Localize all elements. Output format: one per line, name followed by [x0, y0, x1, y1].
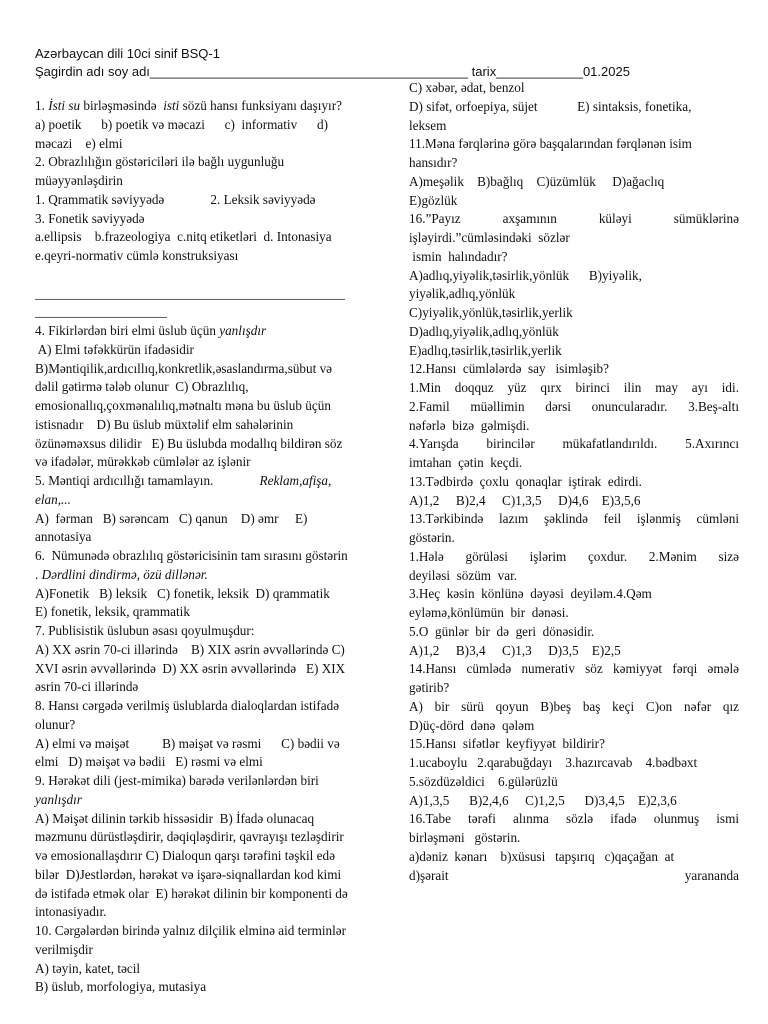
- text: dəlil gətirmə tələb olunur C) Obrazlılıq,: [35, 379, 249, 395]
- text: 5.sözdüzəldici 6.gülərüzlü: [409, 773, 558, 789]
- text-line: [35, 978, 365, 997]
- text-line: [35, 210, 365, 229]
- text: A)1,2 B)3,4 C)1,3 D)3,5 E)2,5: [409, 642, 621, 658]
- text: A) Elmi təfəkkürün ifadəsidir: [35, 341, 194, 357]
- text-line: [35, 566, 365, 585]
- text-line: [409, 360, 739, 379]
- text-line: [35, 172, 365, 191]
- text-line: [409, 810, 739, 829]
- text-line: [35, 397, 365, 416]
- text-line: [409, 342, 739, 361]
- text: 5. Məntiqi ardıcıllığı tamamlayın.: [35, 473, 260, 488]
- text: .: [35, 566, 42, 582]
- text: işləyirdi.”cümləsindəki sözlər: [409, 230, 570, 245]
- text: A)1,3,5 B)2,4,6 C)1,2,5 D)3,4,5 E)2,3,6: [409, 792, 677, 808]
- text: ismin halındadır?: [409, 248, 508, 264]
- text-line: [409, 304, 739, 323]
- text: C)yiyəlik,yönlük,təsirlik,yerlik: [409, 305, 573, 320]
- text: a)dəniz kənarı b)xüsusi tapşırıq c)qaçağan at: [409, 848, 675, 864]
- text-line: [35, 228, 365, 247]
- text-line: [409, 848, 739, 867]
- text-line: [35, 960, 365, 979]
- text-line: [35, 922, 365, 941]
- text-line: [35, 885, 365, 904]
- text: a) poetik b) poetik və məcazi c) informativ d): [35, 116, 328, 132]
- text-line: [409, 604, 739, 623]
- text-line: [409, 98, 739, 117]
- text: d)şərait yarananda: [409, 867, 739, 883]
- text: 13.Tədbirdə çoxlu qonaqlar iştirak edirdi.: [409, 473, 642, 489]
- text: istisnadır D) Bu üslub müxtəlif elm sahələrinin: [35, 416, 294, 432]
- text-line: [35, 660, 365, 679]
- text-line: [35, 641, 365, 660]
- text: 1.: [35, 98, 49, 113]
- italic-text: Reklam,afişa,: [259, 473, 332, 488]
- text: məcazi e) elmi: [35, 135, 123, 151]
- text-line: [35, 97, 365, 116]
- text: 3.Heç kəsin könlünə dəyəsi deyiləm.4.Qəm: [409, 586, 652, 602]
- text-line: [409, 867, 739, 886]
- text: 10. Cərgələrdən birində yalnız dilçilik elminə aid terminlər: [35, 923, 347, 938]
- text: əsrin 70-ci illərində: [35, 679, 139, 695]
- text: E)adlıq,təsirlik,təsirlik,yerlik: [409, 342, 562, 358]
- text: və ifadələr, mürəkkəb cümlələr az işlənir: [35, 454, 251, 470]
- text: A) təyin, katet, təcil: [35, 960, 141, 976]
- text: E)gözlük: [409, 192, 458, 208]
- text: 12.Hansı cümlələrdə say isimləşib?: [409, 361, 609, 377]
- text: _______________________________________________: [35, 285, 345, 301]
- text-line: [35, 528, 365, 547]
- text: ____________________: [35, 304, 167, 320]
- text: hansıdır?: [409, 155, 458, 170]
- text: 1.Min doqquz yüz qırx birinci ilin may ayı idi.: [409, 380, 739, 395]
- text-line: [409, 435, 739, 454]
- text: yiyəlik,adlıq,yönlük: [409, 286, 516, 302]
- text: göstərin.: [409, 530, 455, 545]
- text: 16.Tabe tərəfi alınma sözlə ifadə olunmuş ismi: [409, 811, 739, 827]
- text: elmi D) məişət və bədii E) rəsmi və elmi: [35, 754, 263, 770]
- text: 9. Hərəkət dili (jest-mimika) barədə verilənlərdən biri: [35, 773, 319, 788]
- text-line: [409, 829, 739, 848]
- text-line: [35, 585, 365, 604]
- text-line: [409, 173, 739, 192]
- text: A) fərman B) sərəncam C) qanun D) əmr E): [35, 510, 308, 526]
- text-line: [409, 379, 739, 398]
- text-line: [409, 135, 739, 154]
- text: özünəməxsus dilidir E) Bu üslubda modallıq bildirən söz: [35, 435, 343, 451]
- text-line: [409, 267, 739, 286]
- text: D)adlıq,yiyəlik,adlıq,yönlük: [409, 323, 559, 339]
- text-line: [409, 323, 739, 342]
- text-line: [35, 735, 365, 754]
- text: XVI əsrin əvvəllərində D) XX əsrin əvvəllərində E) XIX: [35, 660, 346, 676]
- text-line: [409, 642, 739, 661]
- text: olunur?: [35, 716, 76, 732]
- text: A) Məişət dilinin tərkib hissəsidir B) İfadə olunacaq: [35, 810, 315, 826]
- text-line: [409, 417, 739, 436]
- text-line: [409, 154, 739, 173]
- text: birləşməni göstərin.: [409, 830, 521, 845]
- text: 15.Hansı sifətlər keyfiyyət bildirir?: [409, 736, 605, 752]
- text: sözü hansı funksiyanı daşıyır?: [179, 98, 342, 113]
- text: E) fonetik, leksik, qrammatik: [35, 604, 190, 620]
- student-name-date-line: Şagirdin adı soy adı____________________________________________ tarix____________01.2025: [35, 64, 630, 79]
- text-line: [35, 678, 365, 697]
- text: intonasiyadır.: [35, 904, 107, 920]
- text-line: [409, 567, 739, 586]
- text-line: [409, 79, 739, 98]
- text: 7. Publisistik üslubun əsası qoyulmuşdur:: [35, 623, 255, 638]
- text-line: [409, 210, 739, 229]
- text-line: [409, 398, 739, 417]
- text-line: [409, 192, 739, 211]
- text: 1. Qrammatik səviyyədə 2. Leksik səviyyədə: [35, 191, 316, 207]
- text: 13.Tərkibində lazım şəklində feil işlənmiş cümləni: [409, 511, 739, 527]
- text: də istifadə etmək olar E) hərəkət dilinin bir komponenti də: [35, 885, 348, 901]
- text-line: [409, 117, 739, 136]
- text-line: [35, 435, 365, 454]
- text-line: [35, 603, 365, 622]
- text-line: [409, 679, 739, 698]
- italic-text: yanlışdır: [35, 791, 82, 807]
- text: birləşməsində: [80, 98, 164, 113]
- text: emosionallıq,çoxmənalılıq,mətnaltı məna bu üslub üçün: [35, 398, 331, 413]
- text: verilmişdir: [35, 941, 93, 957]
- text-line: [35, 491, 365, 510]
- text-line: [35, 866, 365, 885]
- text: leksem: [409, 117, 447, 133]
- text: A) bir sürü qoyun B)beş baş keçi C)on nəfər qız: [409, 698, 739, 714]
- text-line: [35, 941, 365, 960]
- text: C) xəbər, ədat, benzol: [409, 80, 525, 95]
- text: A)Fonetik B) leksik C) fonetik, leksik D) qrammatik: [35, 585, 330, 601]
- text: 2.Famil müəllimin dərsi onuncularadır. 3.Beş-altı: [409, 398, 739, 414]
- text-line: [409, 248, 739, 267]
- text-line: [409, 285, 739, 304]
- text-line: [35, 847, 365, 866]
- italic-text: İsti su: [48, 98, 81, 113]
- text-line: [35, 360, 365, 379]
- right-column: [409, 79, 739, 885]
- text-line: [409, 548, 739, 567]
- text: B)Məntiqilik,ardıcıllıq,konkretlik,əsaslandırma,sübut və: [35, 360, 333, 376]
- text-line: [35, 828, 365, 847]
- text-line: [409, 792, 739, 811]
- text: 1.Hələ görüləsi işlərim çoxdur. 2.Mənim sizə: [409, 548, 739, 564]
- text-line: [409, 623, 739, 642]
- text: müəyyənləşdirin: [35, 173, 123, 188]
- text-line: [35, 303, 365, 322]
- text-line: [35, 716, 365, 735]
- text-line: [35, 416, 365, 435]
- text: D) sifət, orfoepiya, süjet E) sintaksis, fonetika,: [409, 98, 692, 114]
- text: nəfərlə bizə gəlmişdi.: [409, 417, 530, 433]
- text: a.ellipsis b.frazeologiya c.nitq etiketləri d. Intonasiya: [35, 229, 332, 245]
- text-line: [35, 153, 365, 172]
- text: 16.”Payız axşamının küləyi sümüklərinə: [409, 211, 739, 227]
- text-line: [35, 622, 365, 641]
- text: deyiləsi sözüm var.: [409, 567, 518, 583]
- text-line: [35, 903, 365, 922]
- text-line: [35, 753, 365, 772]
- text-line: [409, 698, 739, 717]
- text-line: [35, 322, 365, 341]
- italic-text: elan,...: [35, 491, 71, 507]
- text: annotasiya: [35, 529, 92, 545]
- text-line: [35, 810, 365, 829]
- text-line: [35, 247, 365, 266]
- text-line: [35, 191, 365, 210]
- text: 3. Fonetik səviyyədə: [35, 210, 145, 226]
- text: A)meşəlik B)bağlıq C)üzümlük D)ağaclıq: [409, 173, 665, 189]
- text: eyləmə,könlümün bir dənəsi.: [409, 605, 569, 620]
- left-column: [35, 97, 365, 997]
- text: 4.Yarışda birincilər mükafatlandırıldı. 5.Axırıncı: [409, 436, 739, 452]
- text-line: [35, 547, 365, 566]
- text-line: [409, 529, 739, 548]
- text-line: [35, 472, 365, 491]
- text-line: [35, 116, 365, 135]
- text-line: [409, 492, 739, 511]
- text: e.qeyri-normativ cümlə konstruksiyası: [35, 248, 239, 263]
- text-line: [35, 266, 365, 285]
- text: A)adlıq,yiyəlik,təsirlik,yönlük B)yiyəlik,: [409, 267, 642, 283]
- text-line: [409, 660, 739, 679]
- text-line: [35, 135, 365, 154]
- italic-text: yanlışdır: [219, 323, 267, 338]
- text-line: [409, 773, 739, 792]
- text: 5.O günlər bir də geri dönəsidir.: [409, 623, 595, 639]
- text: B) üslub, morfologiya, mutasiya: [35, 979, 207, 995]
- text: 6. Nümunədə obrazlılıq göstəricisinin tam sırasını göstərin: [35, 548, 348, 563]
- italic-text: isti: [163, 98, 180, 113]
- text-line: [409, 454, 739, 473]
- text-line: [409, 510, 739, 529]
- text-line: [35, 285, 365, 304]
- text: 14.Hansı cümlədə numerativ söz kəmiyyət fərqi əmələ: [409, 661, 739, 677]
- text-line: [35, 378, 365, 397]
- text: 1.ucaboylu 2.qarabuğdayı 3.hazırcavab 4.bədbəxt: [409, 755, 698, 770]
- text-line: [35, 510, 365, 529]
- text: A)1,2 B)2,4 C)1,3,5 D)4,6 E)3,5,6: [409, 492, 641, 508]
- text: gətirib?: [409, 680, 450, 695]
- text-line: [409, 585, 739, 604]
- text-line: [35, 697, 365, 716]
- text-line: [409, 229, 739, 248]
- text-line: [35, 453, 365, 472]
- text: və emosionallaşdırır C) Dialoqun qarşı tərəfini təşkil edə: [35, 848, 335, 863]
- text: 8. Hansı cərgədə verilmiş üslublarda dialoqlardan istifadə: [35, 698, 340, 713]
- text-line: [409, 473, 739, 492]
- italic-text: Dərdlini dindirmə, özü dillənər.: [41, 566, 208, 582]
- text-line: [409, 735, 739, 754]
- text-line: [409, 754, 739, 773]
- text: 2. Obrazlılığın göstəriciləri ilə bağlı uygunluğu: [35, 154, 285, 170]
- text-line: [35, 341, 365, 360]
- text: A) XX əsrin 70-ci illərində B) XIX əsrin əvvəllərində C): [35, 641, 345, 657]
- text: D)üç-dörd dənə qələm: [409, 717, 535, 733]
- text-line: [35, 772, 365, 791]
- text: məzmunu dürüstləşdirir, dəqiqləşdirir, qavrayışı tezləşdirir: [35, 829, 344, 845]
- text: bilər D)Jestlərdən, hərəkət və işarə-siqnallardan kod kimi: [35, 866, 342, 882]
- text-line: [409, 717, 739, 736]
- text: imtahan çətin keçdi.: [409, 455, 523, 470]
- text-line: [35, 791, 365, 810]
- text: 11.Məna fərqlərinə görə başqalarından fərqlənən isim: [409, 136, 692, 152]
- test-title: Azərbaycan dili 10ci sinif BSQ-1: [35, 46, 220, 61]
- text: 4. Fikirlərdən biri elmi üslub üçün: [35, 323, 220, 338]
- text: A) elmi və məişət B) məişət və rəsmi C) bədii və: [35, 735, 340, 751]
